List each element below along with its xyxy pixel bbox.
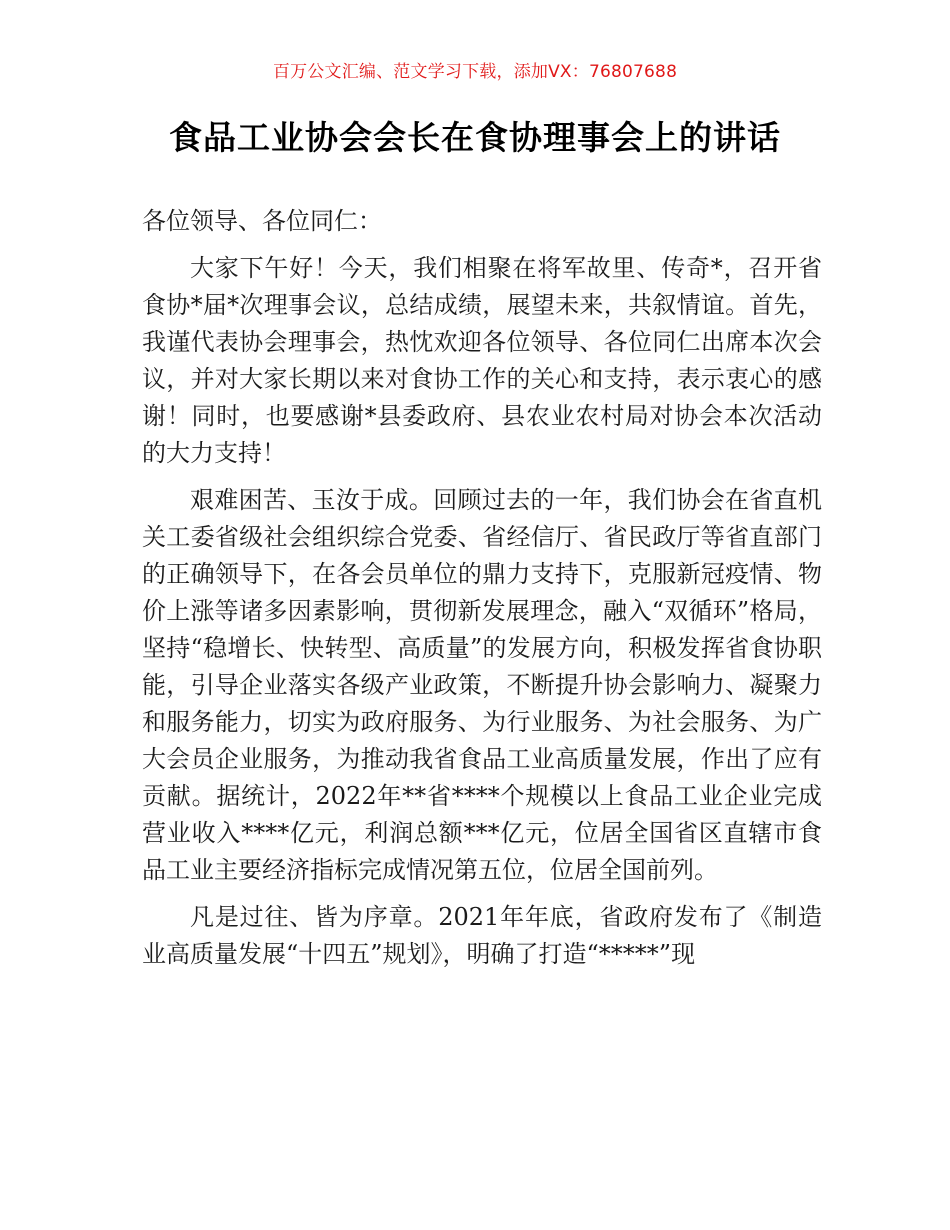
document-body: [142, 203, 822, 983]
paragraph-2: 艰难困苦、玉汝于成。回顾过去的一年，我们协会在省直机关工委省级社会组织综合党委、省经信厅、省民政厅等省直部门的正确领导下，在各会员单位的鼎力支持下，克服新冠疫情、物价上涨等诸多因素影响，贯彻新发展理念，融入“双循环”格局，坚持“稳增长、快转型、高质量”的发展方向，积极发挥省食协职能，引导企业落实各级产业政策，不断提升协会影响力、凝聚力和服务能力，切实为政府服务、为行业服务、为社会服务、为广大会员企业服务，为推动我省食品工业高质量发展，作出了应有贡献。据统计，2022年**省****个规模以上食品工业企业完成营业收入****亿元，利润总额***亿元，位居全国省区直辖市食品工业主要经济指标完成情况第五位，位居全国前列。: [142, 486, 822, 884]
paragraph-1: 大家下午好！今天，我们相聚在将军故里、传奇*，召开省食协*届*次理事会议，总结成绩，展望未来，共叙情谊。首先，我谨代表协会理事会，热忱欢迎各位领导、各位同仁出席本次会议，并对大家长期以来对食协工作的关心和支持，表示衷心的感谢！同时，也要感谢*县委政府、县农业农村局对协会本次活动的大力支持！: [142, 254, 822, 467]
page-title: 食品工业协会会长在食协理事会上的讲话: [169, 118, 781, 157]
watermark-text: 百万公文汇编、范文学习下载，添加VX：76807688: [272, 62, 678, 82]
paragraph-3: 凡是过往、皆为序章。2021年年底，省政府发布了《制造业高质量发展“十四五”规划》，明确了打造“*****”现: [142, 903, 822, 968]
salutation: 各位领导、各位同仁：: [142, 207, 382, 235]
